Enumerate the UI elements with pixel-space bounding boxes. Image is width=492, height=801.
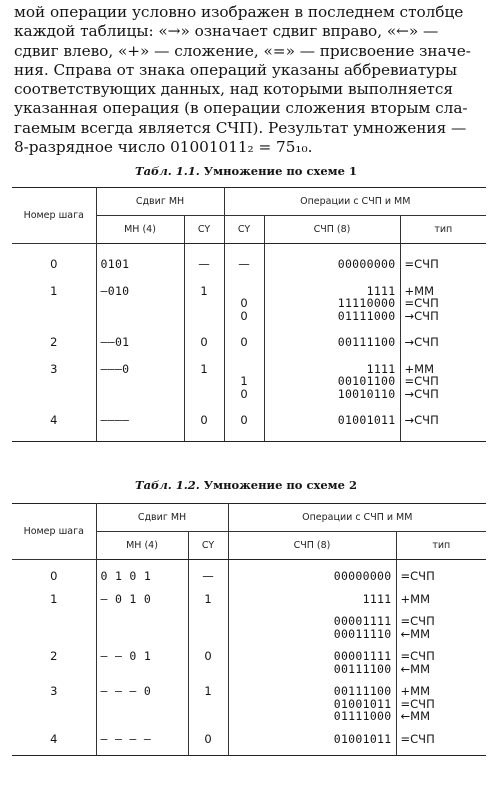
- step-cell: 3: [12, 363, 96, 376]
- mn-cell: 0 1 0 1: [96, 570, 188, 583]
- table-row: [12, 310, 486, 323]
- cy-cell: [188, 698, 228, 711]
- cy-cell: —: [188, 570, 228, 583]
- spacer-cell: [12, 583, 96, 593]
- cy-cell: [188, 628, 228, 641]
- table-1-1: [12, 187, 486, 442]
- table-row: [12, 414, 486, 427]
- op-type-cell: =СЧП: [400, 297, 486, 310]
- cy-cell: [188, 663, 228, 676]
- spacer-cell: [224, 244, 264, 259]
- spacer-cell: [12, 427, 96, 442]
- spacer-cell: [184, 427, 224, 442]
- header-ops-group: Операции с СЧП и ММ: [228, 504, 486, 532]
- op-type-cell: ←ММ: [396, 710, 486, 723]
- op-type-cell: +ММ: [400, 363, 486, 376]
- row-spacer: [12, 400, 486, 414]
- table1-body: [12, 244, 486, 442]
- schp-cell: 1111: [264, 363, 400, 376]
- spacer-cell: [12, 349, 96, 363]
- row-spacer: [12, 427, 486, 442]
- paragraph-line: каждой таблицы: «→» означает сдвиг вправо, «←» —: [14, 22, 439, 41]
- step-cell: 0: [12, 258, 96, 271]
- spacer-cell: [400, 244, 486, 259]
- step-cell: [12, 375, 96, 388]
- spacer-cell: [228, 723, 396, 733]
- spacer-cell: [224, 271, 264, 285]
- step-cell: 1: [12, 593, 96, 606]
- spacer-cell: [264, 427, 400, 442]
- spacer-cell: [184, 244, 224, 259]
- mn-cell: — 0 1 0: [96, 593, 188, 606]
- mn-cell: [96, 663, 188, 676]
- cy-cell: 1: [184, 285, 224, 298]
- table-row: [12, 663, 486, 676]
- spacer-cell: [184, 322, 224, 336]
- cy-cell: [184, 297, 224, 310]
- paragraph-line: ния. Справа от знака операций указаны аббревиатуры: [14, 60, 457, 79]
- row-spacer: [12, 745, 486, 756]
- table-row: [12, 258, 486, 271]
- spacer-cell: [184, 400, 224, 414]
- table1-caption: [0, 164, 492, 178]
- table-row: [12, 570, 486, 583]
- spacer-cell: [96, 583, 188, 593]
- cy-cell: 0: [224, 388, 264, 401]
- header-cy: CY: [184, 216, 224, 244]
- header-ops-group: Операции с СЧП и ММ: [224, 188, 486, 216]
- mn-cell: [96, 297, 184, 310]
- op-type-cell: +ММ: [400, 285, 486, 298]
- step-cell: [12, 310, 96, 323]
- schp-cell: 00111100: [228, 663, 396, 676]
- spacer-cell: [264, 271, 400, 285]
- spacer-cell: [96, 244, 184, 259]
- spacer-cell: [96, 427, 184, 442]
- header-mn: МН (4): [96, 532, 188, 560]
- paragraph-line: гаемым всегда является СЧП). Результат умножения —: [14, 118, 467, 137]
- paragraph-line: указанная операция (в операции сложения вторым сла-: [14, 99, 468, 118]
- spacer-cell: [400, 271, 486, 285]
- cy-cell: [188, 615, 228, 628]
- table-row: [12, 593, 486, 606]
- mn-cell: [96, 628, 188, 641]
- mn-cell: [96, 710, 188, 723]
- op-type-cell: =СЧП: [396, 698, 486, 711]
- table-1-2: [12, 503, 486, 756]
- table-row: [12, 650, 486, 663]
- spacer-cell: [228, 583, 396, 593]
- mn-cell: [96, 388, 184, 401]
- cy-cell: 0: [184, 336, 224, 349]
- mn-cell: 0101: [96, 258, 184, 271]
- header-cy: CY: [224, 216, 264, 244]
- cy-cell: 0: [188, 733, 228, 746]
- schp-cell: 11110000: [264, 297, 400, 310]
- paragraph-line: мой операции условно изображен в последнем столбце: [14, 3, 464, 21]
- header-shift-group: Сдвиг МН: [96, 188, 224, 216]
- spacer-cell: [396, 745, 486, 756]
- op-type-cell: ←ММ: [396, 628, 486, 641]
- mn-cell: ———0: [96, 363, 184, 376]
- spacer-cell: [396, 723, 486, 733]
- mn-cell: [96, 375, 184, 388]
- spacer-cell: [400, 322, 486, 336]
- schp-cell: 00000000: [264, 258, 400, 271]
- row-spacer: [12, 583, 486, 593]
- header-shift-group: Сдвиг МН: [96, 504, 228, 532]
- table-row: [12, 375, 486, 388]
- paragraph-line: соответствующих данных, над которыми выполняется: [14, 80, 453, 99]
- spacer-cell: [96, 322, 184, 336]
- table-row: [12, 615, 486, 628]
- spacer-cell: [184, 271, 224, 285]
- table1-caption-label: Табл. 1.1.: [135, 164, 200, 178]
- schp-cell: 01001011: [228, 733, 396, 746]
- step-cell: 3: [12, 685, 96, 698]
- step-cell: [12, 615, 96, 628]
- schp-cell: 00111100: [264, 336, 400, 349]
- table-row: [12, 388, 486, 401]
- spacer-cell: [396, 583, 486, 593]
- cy-cell: [184, 388, 224, 401]
- spacer-cell: [264, 322, 400, 336]
- spacer-cell: [96, 723, 188, 733]
- cy-cell: [184, 310, 224, 323]
- step-cell: [12, 628, 96, 641]
- spacer-cell: [400, 400, 486, 414]
- cy-cell: —: [224, 258, 264, 271]
- step-cell: [12, 297, 96, 310]
- table-row: [12, 710, 486, 723]
- table-row: [12, 685, 486, 698]
- op-type-cell: +ММ: [396, 685, 486, 698]
- header-mn: МН (4): [96, 216, 184, 244]
- header-type: тип: [400, 216, 486, 244]
- paragraph-line: сдвиг влево, «+» — сложение, «=» — присвоение значе-: [14, 41, 471, 60]
- schp-cell: 01111000: [228, 710, 396, 723]
- row-spacer: [12, 349, 486, 363]
- spacer-cell: [96, 605, 188, 615]
- spacer-cell: [96, 271, 184, 285]
- schp-cell: 10010110: [264, 388, 400, 401]
- mn-cell: — — — 0: [96, 685, 188, 698]
- schp-cell: 01001011: [228, 698, 396, 711]
- mn-cell: — — — —: [96, 733, 188, 746]
- cy-cell: 1: [188, 685, 228, 698]
- cy-cell: 0: [184, 414, 224, 427]
- table2-caption-label: Табл. 1.2.: [135, 478, 200, 492]
- op-type-cell: =СЧП: [396, 615, 486, 628]
- op-type-cell: →СЧП: [400, 310, 486, 323]
- schp-cell: 00001111: [228, 650, 396, 663]
- mn-cell: —010: [96, 285, 184, 298]
- schp-cell: 01001011: [264, 414, 400, 427]
- spacer-cell: [12, 271, 96, 285]
- spacer-cell: [184, 349, 224, 363]
- op-type-cell: =СЧП: [396, 650, 486, 663]
- header-schp: СЧП (8): [264, 216, 400, 244]
- table2-caption: [0, 478, 492, 492]
- step-cell: 1: [12, 285, 96, 298]
- mn-cell: ——01: [96, 336, 184, 349]
- cy-cell: [188, 710, 228, 723]
- schp-cell: 00000000: [228, 570, 396, 583]
- table-row: [12, 336, 486, 349]
- op-type-cell: =СЧП: [396, 733, 486, 746]
- spacer-cell: [96, 349, 184, 363]
- spacer-cell: [224, 427, 264, 442]
- op-type-cell: =СЧП: [396, 570, 486, 583]
- cy-cell: —: [184, 258, 224, 271]
- spacer-cell: [188, 745, 228, 756]
- cy-cell: 0: [224, 297, 264, 310]
- header-step: Номер шага: [12, 188, 96, 244]
- spacer-cell: [188, 723, 228, 733]
- spacer-cell: [12, 322, 96, 336]
- mn-cell: — — 0 1: [96, 650, 188, 663]
- schp-cell: 01111000: [264, 310, 400, 323]
- cy-cell: [184, 375, 224, 388]
- row-spacer: [12, 723, 486, 733]
- step-cell: [12, 388, 96, 401]
- spacer-cell: [400, 349, 486, 363]
- mn-cell: ————: [96, 414, 184, 427]
- op-type-cell: →СЧП: [400, 414, 486, 427]
- row-spacer: [12, 322, 486, 336]
- spacer-cell: [224, 349, 264, 363]
- header-schp: СЧП (8): [228, 532, 396, 560]
- spacer-cell: [400, 427, 486, 442]
- step-cell: 4: [12, 414, 96, 427]
- header-cy: CY: [188, 532, 228, 560]
- step-cell: [12, 710, 96, 723]
- op-type-cell: +ММ: [396, 593, 486, 606]
- op-type-cell: →СЧП: [400, 336, 486, 349]
- table2-caption-title: Умножение по схеме 2: [203, 478, 357, 492]
- cy-cell: 1: [224, 375, 264, 388]
- table-row: [12, 297, 486, 310]
- body-paragraph: [14, 3, 484, 157]
- spacer-cell: [264, 244, 400, 259]
- step-cell: [12, 663, 96, 676]
- spacer-cell: [224, 400, 264, 414]
- mn-cell: [96, 698, 188, 711]
- spacer-cell: [228, 745, 396, 756]
- spacer-cell: [188, 605, 228, 615]
- schp-cell: 00011110: [228, 628, 396, 641]
- op-type-cell: =СЧП: [400, 375, 486, 388]
- step-cell: [12, 698, 96, 711]
- cy-cell: 0: [224, 336, 264, 349]
- cy-cell: 0: [224, 310, 264, 323]
- spacer-cell: [12, 723, 96, 733]
- spacer-cell: [224, 322, 264, 336]
- paragraph-line: 8-разрядное число 01001011₂ = 75₁₀.: [14, 138, 313, 157]
- cy-cell: 0: [188, 650, 228, 663]
- schp-cell: 1111: [228, 593, 396, 606]
- cy-cell: 1: [188, 593, 228, 606]
- step-cell: 2: [12, 336, 96, 349]
- table-row: [12, 733, 486, 746]
- row-spacer: [12, 271, 486, 285]
- mn-cell: [96, 310, 184, 323]
- table-row: [12, 628, 486, 641]
- step-cell: 4: [12, 733, 96, 746]
- cy-cell: 1: [184, 363, 224, 376]
- header-step: Номер шага: [12, 504, 96, 560]
- table2-body: [12, 560, 486, 756]
- schp-cell: 00111100: [228, 685, 396, 698]
- op-type-cell: →СЧП: [400, 388, 486, 401]
- schp-cell: 1111: [264, 285, 400, 298]
- spacer-cell: [12, 400, 96, 414]
- schp-cell: 00101100: [264, 375, 400, 388]
- header-type: тип: [396, 532, 486, 560]
- schp-cell: 00001111: [228, 615, 396, 628]
- spacer-cell: [188, 583, 228, 593]
- spacer-cell: [264, 400, 400, 414]
- op-type-cell: =СЧП: [400, 258, 486, 271]
- spacer-cell: [12, 244, 96, 259]
- cy-cell: 0: [224, 414, 264, 427]
- spacer-cell: [12, 745, 96, 756]
- spacer-cell: [264, 349, 400, 363]
- row-spacer: [12, 244, 486, 259]
- spacer-cell: [96, 745, 188, 756]
- step-cell: 2: [12, 650, 96, 663]
- step-cell: 0: [12, 570, 96, 583]
- spacer-cell: [12, 605, 96, 615]
- table1-caption-title: Умножение по схеме 1: [203, 164, 357, 178]
- mn-cell: [96, 615, 188, 628]
- spacer-cell: [96, 400, 184, 414]
- op-type-cell: ←ММ: [396, 663, 486, 676]
